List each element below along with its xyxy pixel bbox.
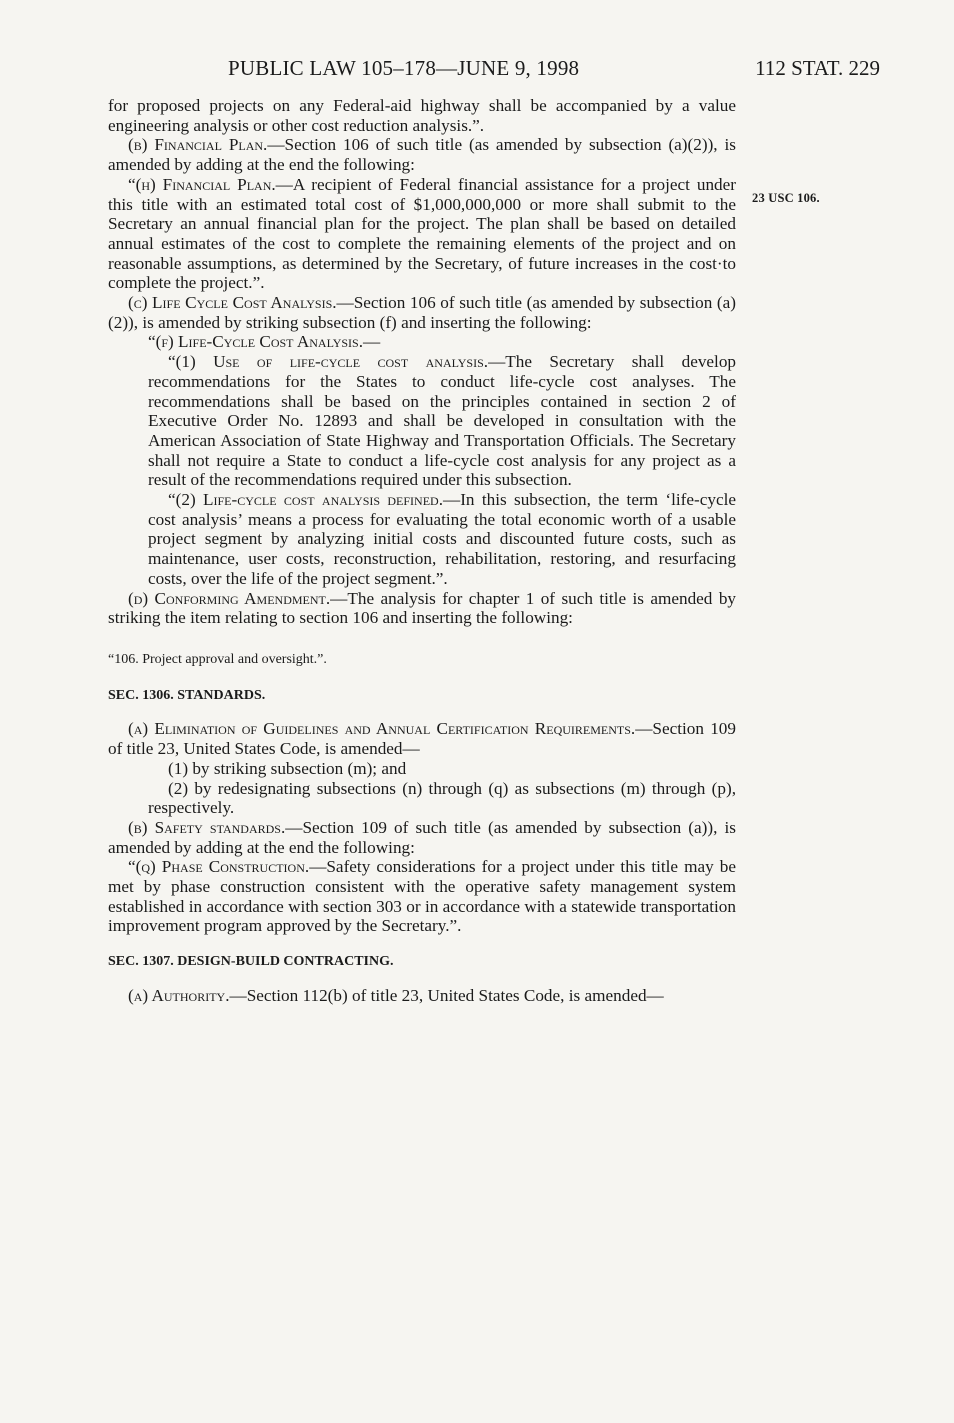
table-of-contents-item: “106. Project approval and oversight.”.: [108, 651, 327, 667]
paragraph: [108, 293, 736, 332]
paragraph: [108, 135, 736, 174]
paragraph: [108, 818, 736, 857]
paragraph-heading: (c) Life Cycle Cost Analysis.: [128, 293, 337, 313]
running-title: PUBLIC LAW 105–178—JUNE 9, 1998: [228, 56, 580, 80]
paragraph-heading: “(h) Financial Plan.: [128, 174, 276, 194]
paragraph-text: —A recipient of Federal financial assistance for a project under this title with an estimated total cost of $1,000,000,000 or more shall submit to the Secretary an annual financial plan for the project. The plan shall be based on detailed annual estimates of the cost to complete the remaining elements of the project and on reasonable assumptions, as determined by the Secretary, of future increases in the cost·to complete the project.”.: [108, 174, 737, 293]
paragraph-text: —In this subsection, the term ‘life-cycle cost analysis’ means a process for evaluating the total economic worth of a usable project segment by analyzing initial costs and discounted future costs, such as maintenance, user costs, reconstruction, rehabilitation, restoring, and resurfacing costs, over the life of the project segment.”.: [148, 490, 736, 588]
paragraph: [108, 589, 736, 628]
paragraph-heading: “(2) Life-cycle cost analysis defined.: [168, 490, 444, 510]
paragraph: [148, 352, 736, 490]
statute-page-number: 112 STAT. 229: [755, 56, 880, 80]
paragraph: [128, 332, 736, 352]
paragraph: [108, 175, 736, 293]
page-header: [108, 56, 880, 86]
section-heading-1306: SEC. 1306. STANDARDS.: [108, 687, 266, 703]
paragraph-heading: “(1) Use of life-cycle cost analysis.: [168, 352, 489, 372]
section-heading-1307: SEC. 1307. DESIGN-BUILD CONTRACTING.: [108, 954, 394, 970]
paragraph-text: —Section 106 of such title (as amended by subsection (a)(2)), is amended by striking subsection (f) and inserting the following:: [108, 293, 736, 332]
paragraph: for proposed projects on any Federal-aid highway shall be accompanied by a value engineering analysis or other cost reduction analysis.”.: [108, 96, 736, 135]
paragraph: [108, 719, 736, 758]
paragraph: [108, 857, 736, 936]
paragraph-text: —Section 112(b) of title 23, United States Code, is amended—: [229, 985, 664, 1005]
paragraph: [148, 490, 736, 589]
paragraph-text: —Section 106 of such title (as amended by subsection (a)(2)), is amended by adding at the end the following:: [108, 135, 736, 175]
paragraph-heading: (d) Conforming Amendment.: [128, 588, 331, 608]
paragraph-heading: (a) Elimination of Guidelines and Annual Certification Requirements.: [128, 719, 636, 739]
paragraph-text: —The analysis for chapter 1 of such title is amended by striking the item relating to section 106 and inserting the following:: [108, 588, 737, 628]
paragraph-text: —Section 109 of title 23, United States Code, is amended—: [108, 719, 736, 759]
paragraph-heading: “(q) Phase Construction.: [128, 857, 310, 877]
paragraph-heading: (b) Safety standards.: [128, 817, 286, 837]
paragraph-text: —The Secretary shall develop recommendations for the States to conduct life-cycle cost analyses. The recommendations shall be based on the principles contained in section 2 of Executive Order No. 12893 and shall be developed in consultation with the American Association of State Highway and Transportation Officials. The Secretary shall not require a State to conduct a life-cycle cost analysis for any project as a result of the recommendations required under this subsection.: [148, 352, 737, 490]
paragraph-text: —Section 109 of such title (as amended by subsection (a)), is amended by adding at the end the following:: [108, 817, 736, 857]
margin-citation: 23 USC 106.: [752, 191, 820, 205]
paragraph-heading: (a) Authority.: [128, 985, 230, 1005]
paragraph-text: —: [363, 332, 381, 352]
paragraph-heading: (b) Financial Plan.: [128, 135, 268, 155]
paragraph-heading: “(f) Life-Cycle Cost Analysis.: [148, 332, 364, 352]
paragraph-text: —Safety considerations for a project under this title may be met by phase construction consistent with the operative safety management system established in accordance with section 303 or in accordance with a statewide transportation improvement program approved by the Secretary.”.: [108, 857, 736, 936]
paragraph: (1) by striking subsection (m); and: [168, 758, 407, 778]
paragraph: [108, 986, 736, 1006]
document-body: [108, 96, 736, 1006]
paragraph: (2) by redesignating subsections (n) through (q) as subsections (m) through (p), respectively.: [148, 778, 736, 818]
